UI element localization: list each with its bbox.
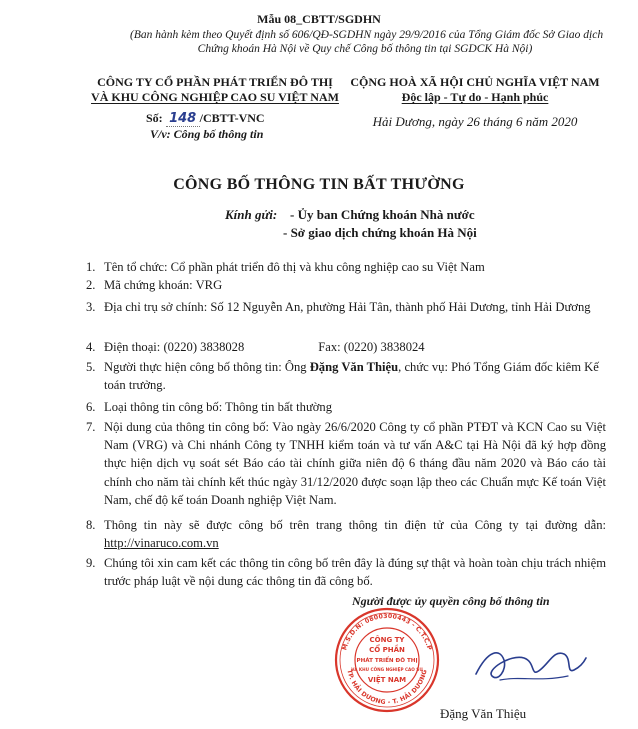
document-title: CÔNG BỐ THÔNG TIN BẤT THƯỜNG xyxy=(173,176,465,193)
seal-center-line1: CÔNG TY xyxy=(369,636,405,644)
list-item-6: 6. Loại thông tin công bố: Thông tin bất thường xyxy=(86,400,333,414)
fax-text: Fax: (0220) 3838024 xyxy=(318,340,425,354)
company-seal xyxy=(333,606,441,714)
form-code: Mẫu 08_CBTT/SGDHN xyxy=(257,12,381,26)
doc-number-suffix: /CBTT-VNC xyxy=(199,111,265,125)
list-item-4: 4. Điện thoại: (0220) 3838028 Fax: (0220) 3838024 xyxy=(86,340,425,354)
recipients-label: Kính gửi: xyxy=(225,207,278,222)
list-item-2: 2. Mã chứng khoán: VRG xyxy=(86,278,223,292)
company-name-line1: CÔNG TY CỔ PHẦN PHÁT TRIỂN ĐÔ THỊ xyxy=(97,75,333,89)
issuance-note-line2: Chứng khoán Hà Nội về Quy chế Công bố thông tin tại SGDCK Hà Nội) xyxy=(197,43,533,55)
subject-line: V/v: Công bố thông tin xyxy=(150,127,264,141)
seal-center-line2: CỔ PHẦN xyxy=(369,646,405,654)
list-item-3: 3. Địa chỉ trụ sở chính: Số 12 Nguyễn An, phường Hải Tân, thành phố Hải Dương, tỉnh Hải Dương xyxy=(86,300,591,314)
list-item-1: 1. Tên tổ chức: Cổ phần phát triển đô thị và khu công nghiệp cao su Việt Nam xyxy=(86,260,485,274)
recipient-2: - Sở giao dịch chứng khoán Hà Nội xyxy=(283,225,477,240)
seal-center-line4: VÀ KHU CÔNG NGHIỆP CAO SU xyxy=(351,667,423,672)
handwritten-signature xyxy=(470,640,590,690)
doc-number-label: Số: xyxy=(146,111,163,125)
list-item-7: 7. Nội dung của thông tin công bố: Vào ngày 26/6/2020 Công ty cổ phần PTĐT và KCN Cao su Việt Nam (VRG) và Chi nhánh Công ty TNHH kiểm toán và tư vấn A&C tại Hà Nội đã ký hợp đồng thực hiện dịch vụ soát sét Báo cáo tài chính giữa niên độ 6 tháng đầu năm 2020 và Báo cáo tài chính cho năm tài chính kết thúc ngày 31/12/2020 được soạn lập theo các Chuẩn mực Kế toán Việt Nam, chế độ kế toán Doanh nghiệp Việt Nam. xyxy=(86,420,606,507)
issuance-note-line1: (Ban hành kèm theo Quyết định số 606/QĐ-SGDHN ngày 29/9/2016 của Tổng Giám đốc Sở Giao dịch xyxy=(130,29,604,41)
disclosure-officer-name: Đặng Văn Thiệu xyxy=(309,360,399,374)
document-date: Hải Dương, ngày 26 tháng 6 năm 2020 xyxy=(372,114,578,129)
doc-number xyxy=(146,111,265,127)
republic-line1: CỘNG HOÀ XÃ HỘI CHỦ NGHĨA VIỆT NAM xyxy=(350,75,600,89)
doc-number-handwritten: 148 xyxy=(166,111,200,127)
phone-text: Điện thoại: (0220) 3838028 xyxy=(104,340,245,354)
signer-name: Đặng Văn Thiệu xyxy=(440,706,527,721)
recipient-1: - Ủy ban Chứng khoán Nhà nước xyxy=(290,207,475,222)
list-item-5: 5. Người thực hiện công bố thông tin: Ông Đặng Văn Thiệu, chức vụ: Phó Tổng Giám đốc kiêm Kế toán trưởng. xyxy=(86,360,599,393)
company-name-line2: VÀ KHU CÔNG NGHIỆP CAO SU VIỆT NAM xyxy=(91,90,339,104)
seal-top-ring-text: M.S.D.N: 0800300443 - C.T.C.P xyxy=(341,612,433,652)
authorized-person-label: Người được ủy quyền công bố thông tin xyxy=(352,594,550,608)
list-item-9: 9. Chúng tôi xin cam kết các thông tin công bố trên đây là đúng sự thật và hoàn toàn chịu trách nhiệm trước pháp luật về nội dung các thông tin đã công bố. xyxy=(86,556,606,589)
company-website-link[interactable]: http://vinaruco.com.vn xyxy=(104,536,219,551)
seal-center-line5: VIỆT NAM xyxy=(367,676,407,684)
republic-motto: Độc lập - Tự do - Hạnh phúc xyxy=(401,90,549,104)
list-item-8: 8. Thông tin này sẽ được công bố trên trang thông tin điện tử của Công ty tại đường dẫn: http://vinaruco.com.vn xyxy=(86,518,606,551)
seal-center-line3: PHÁT TRIỂN ĐÔ THỊ xyxy=(356,658,418,664)
seal-bottom-ring-text: TP. HẢI DƯƠNG - T. HẢI DƯƠNG xyxy=(345,668,429,707)
